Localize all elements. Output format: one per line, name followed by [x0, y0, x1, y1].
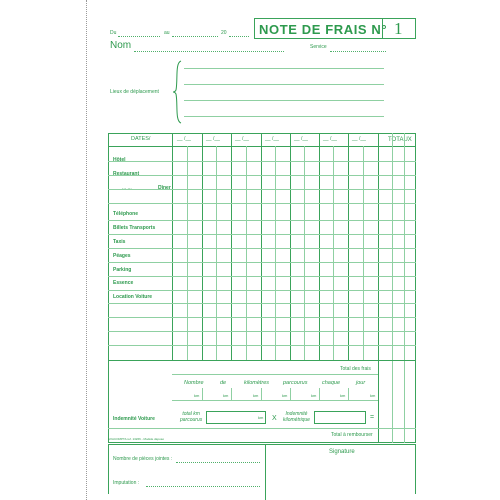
row-label-hotel: Hôtel [113, 157, 126, 163]
total-frais-label: Total des frais [340, 366, 371, 372]
totals-sub-2 [404, 133, 405, 443]
date-col-5: __ /__ [294, 136, 308, 142]
row-rule-11 [108, 303, 416, 304]
date-col-3: __ /__ [235, 136, 249, 142]
binding-perforation [86, 0, 87, 500]
row-rule-3 [108, 189, 416, 190]
row-label-parking: Parking [113, 267, 132, 273]
row-rule-2 [108, 175, 416, 176]
imputation-field[interactable] [146, 486, 260, 487]
km-word-6: jour [356, 380, 366, 386]
service-field[interactable] [330, 51, 386, 52]
signature-field[interactable] [266, 456, 416, 500]
lieux-line-3[interactable] [184, 100, 384, 101]
col-divider-3 [261, 133, 262, 360]
lieux-line-1[interactable] [184, 68, 384, 69]
row-label-telephone: Téléphone [113, 211, 139, 217]
du-label: Du [110, 30, 117, 36]
row-label-taxis: Taxis [113, 239, 126, 245]
totals-sub-1 [392, 133, 393, 443]
km-unit-3: km [253, 393, 259, 398]
indemnite-km-label: Indemnité kilométrique [283, 411, 310, 423]
pieces-field[interactable] [176, 462, 260, 463]
km-word-1: Nombre [184, 380, 204, 386]
row-rule-end [108, 360, 416, 361]
col-label-divider [172, 133, 173, 360]
km-div-1 [202, 388, 203, 400]
row-label-location: Location Voiture [113, 294, 153, 300]
sub-col-2 [216, 146, 217, 360]
row-label-peages: Péages [113, 253, 131, 259]
date-col-7: __ /__ [352, 136, 366, 142]
col-divider-2 [231, 133, 232, 360]
km-div-2 [231, 388, 232, 400]
date-col-4: __ /__ [265, 136, 279, 142]
au-label: au [164, 30, 170, 36]
row-rule-4 [108, 203, 416, 204]
km-word-4: parcourus [283, 380, 308, 386]
au-field[interactable] [172, 36, 218, 37]
sub-col-6 [333, 146, 334, 360]
col-divider-5 [319, 133, 320, 360]
diner-prefix: ... ... [122, 185, 132, 191]
year-label: 20 [221, 30, 227, 36]
row-rule-13 [108, 331, 416, 332]
lieux-label: Lieux de déplacement [110, 89, 159, 95]
name-label: Nom [110, 40, 132, 51]
du-field[interactable] [118, 36, 160, 37]
km-row-rule [172, 400, 378, 401]
km-unit-5: km [311, 393, 317, 398]
row-label-restaurant: Restaurant [113, 171, 140, 177]
col-divider-totals [378, 133, 379, 443]
total-rembourser-label: Total à rembourser [331, 432, 373, 438]
row-rule-6 [108, 234, 416, 235]
total-km-label: total km parcourus [180, 411, 203, 423]
times-symbol: X [272, 415, 277, 422]
year-field[interactable] [229, 36, 249, 37]
date-col-2: __ /__ [206, 136, 220, 142]
km-unit-1: km [194, 393, 200, 398]
total-frais-rule [172, 374, 378, 375]
totals-header: TOTAUX [388, 137, 412, 143]
km-unit-6: km [340, 393, 346, 398]
date-col-1: __ /__ [177, 136, 191, 142]
pieces-label: Nombre de pièces jointes : [113, 456, 173, 462]
form-title: NOTE DE FRAIS N° [259, 22, 388, 37]
row-rule-12 [108, 317, 416, 318]
row-label-billets: Billets Transports [113, 225, 156, 231]
total-km-unit: km [258, 415, 264, 420]
dates-header: DATES/ [131, 136, 151, 142]
imputation-label: Imputation : [113, 480, 140, 486]
vehicle-bottom-rule [108, 428, 416, 429]
col-divider-6 [348, 133, 349, 360]
row-rule-7 [108, 248, 416, 249]
curly-brace [172, 60, 184, 124]
indemnite-voiture-label: Indemnité Voiture [113, 416, 155, 422]
km-word-3: kilomètres [244, 380, 270, 386]
date-col-6: __ /__ [323, 136, 337, 142]
form-number: 1 [394, 19, 403, 38]
km-div-3 [261, 388, 262, 400]
name-field[interactable] [134, 51, 284, 52]
sub-col-5 [304, 146, 305, 360]
table-header-rule [108, 146, 416, 147]
indemnite-km-field[interactable] [314, 411, 366, 424]
col-divider-4 [290, 133, 291, 360]
km-div-5 [319, 388, 320, 400]
km-div-6 [348, 388, 349, 400]
sub-col-1 [187, 146, 188, 360]
row-rule-14 [108, 345, 416, 346]
lieux-line-4[interactable] [184, 116, 384, 117]
km-unit-4: km [282, 393, 288, 398]
col-divider-1 [202, 133, 203, 360]
km-word-2: de [220, 380, 227, 386]
row-rule-1 [108, 161, 416, 162]
row-label-diner: Dîner [158, 185, 171, 191]
sub-col-3 [246, 146, 247, 360]
sub-col-7 [363, 146, 364, 360]
row-rule-5 [108, 220, 416, 221]
km-unit-2: km [223, 393, 229, 398]
service-label: Service [310, 44, 327, 50]
km-word-5: chaque [322, 380, 341, 386]
row-rule-9 [108, 276, 416, 277]
km-unit-7: km [370, 393, 376, 398]
row-label-essence: Essence [113, 280, 134, 286]
equals-symbol: = [370, 414, 375, 421]
total-km-field[interactable] [206, 411, 266, 424]
km-div-4 [290, 388, 291, 400]
row-rule-10 [108, 290, 416, 291]
signature-label: Signature [329, 449, 355, 455]
row-rule-8 [108, 262, 416, 263]
sub-col-4 [275, 146, 276, 360]
lieux-line-2[interactable] [184, 84, 384, 85]
fine-print: EXACOMPTA ref. 13266 - Modèle déposé [108, 437, 164, 441]
